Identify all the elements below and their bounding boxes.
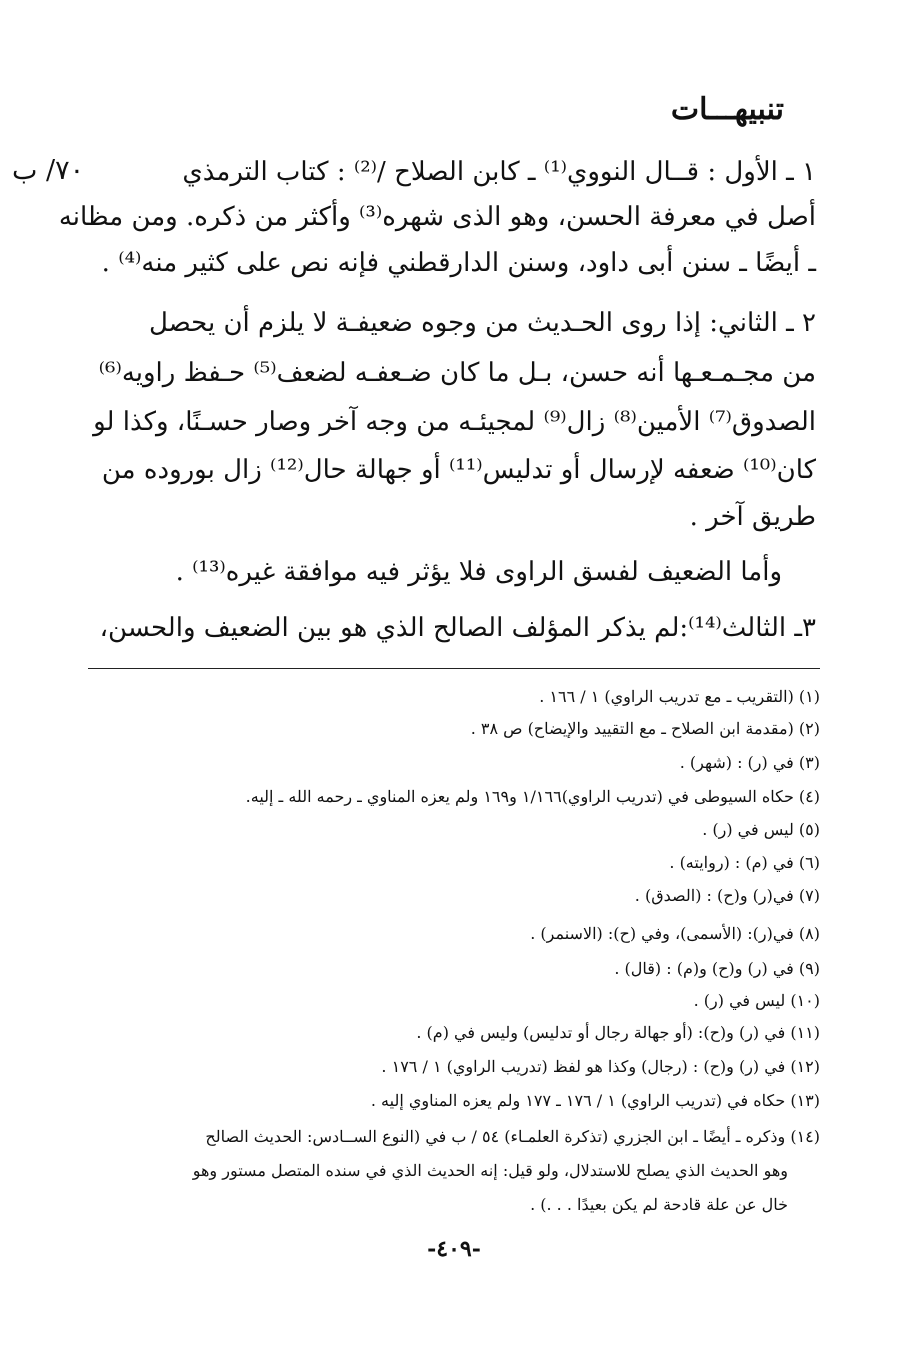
- footnote: (٧) في(ر) و(ح) : (الصدق) .: [634, 886, 820, 905]
- section-title: تنبيهـــات: [670, 92, 784, 127]
- footnote: (١٠) ليس في (ر) .: [693, 991, 820, 1010]
- footnote: (١) (التقريب ـ مع تدريب الراوي) ١ / ١٦٦ .: [539, 687, 820, 706]
- body-line: طريق آخر .: [689, 502, 816, 532]
- footnote-separator: [88, 668, 820, 669]
- footnote: (١٤) وذكره ـ أيضًا ـ ابن الجزري (تذكرة العلمـاء) ٥٤ / ب في (النوع الســادس: الحديث الصالح: [205, 1127, 820, 1146]
- body-line: ٣ـ الثالث⁽¹⁴⁾:لم يذكر المؤلف الصالح الذي هو بين الضعيف والحسن،: [99, 613, 816, 643]
- footnote: (٩) في (ر) و(ح) و(م) : (قال) .: [614, 959, 820, 978]
- body-line: الصدوق⁽⁷⁾ الأمين⁽⁸⁾ زال⁽⁹⁾ لمجيئـه من وجه آخر وصار حسـنًا، وكذا لو: [93, 407, 816, 437]
- footnote: (٥) ليس في (ر) .: [702, 820, 820, 839]
- footnote-continuation: خال عن علة قادحة لم يكن بعيدًا . . .) .: [530, 1195, 788, 1214]
- body-line: ١ ـ الأول : قــال النووي⁽¹⁾ ـ كابن الصلاح /⁽²⁾ : كتاب الترمذي: [182, 157, 816, 187]
- body-line: أصل في معرفة الحسن، وهو الذى شهره⁽³⁾ وأكثر من ذكره. ومن مظانه: [58, 202, 816, 232]
- body-line: من مجـمـعـها أنه حسن، بـل ما كان ضـعفـه لضعف⁽⁵⁾ حـفظ راويه⁽⁶⁾: [98, 358, 816, 388]
- body-line: ٢ ـ الثاني: إذا روى الحـديث من وجوه ضعيفـة لا يلزم أن يحصل: [148, 308, 816, 338]
- footnote: (١٣) حكاه في (تدريب الراوي) ١ / ١٧٦ ـ ١٧٧ ولم يعزه المناوي إليه .: [370, 1091, 820, 1110]
- footnote: (٨) في(ر): (الأسمى)، وفي (ح): (الاسنمر) .: [530, 924, 820, 943]
- footnote: (٤) حكاه السيوطى في (تدريب الراوي)١/١٦٦ و١٦٩ ولم يعزه المناوي ـ رحمه الله ـ إليه.: [245, 787, 820, 806]
- footnote: (٦) في (م) : (روايته) .: [669, 853, 820, 872]
- body-line: ـ أيضًا ـ سنن أبى داود، وسنن الدارقطني فإنه نص على كثير منه⁽⁴⁾ .: [101, 248, 816, 278]
- page-number: -٤٠٩-: [427, 1236, 481, 1262]
- footnote-continuation: وهو الحديث الذي يصلح للاستدلال، ولو قيل: إنه الحديث الذي في سنده المتصل مستور وهو: [192, 1161, 788, 1180]
- footnote: (٣) في (ر) : (شهر) .: [679, 753, 820, 772]
- body-line: وأما الضعيف لفسق الراوى فلا يؤثر فيه موافقة غيره⁽¹³⁾ .: [175, 557, 782, 587]
- footnote: (٢) (مقدمة ابن الصلاح ـ مع التقييد والإيضاح) ص ٣٨ .: [470, 719, 820, 738]
- margin-folio-note: ٧٠/ ب: [12, 155, 85, 186]
- body-line: كان⁽¹⁰⁾ ضعفه لإرسال أو تدليس⁽¹¹⁾ أو جهالة حال⁽¹²⁾ زال بوروده من: [101, 455, 816, 485]
- footnote: (١١) في (ر) و(ح): (أو جهالة رجال أو تدليس) وليس في (م) .: [416, 1023, 820, 1042]
- footnote: (١٢) في (ر) و(ح) : (رجال) وكذا هو لفظ (تدريب الراوي) ١ / ١٧٦ .: [381, 1057, 820, 1076]
